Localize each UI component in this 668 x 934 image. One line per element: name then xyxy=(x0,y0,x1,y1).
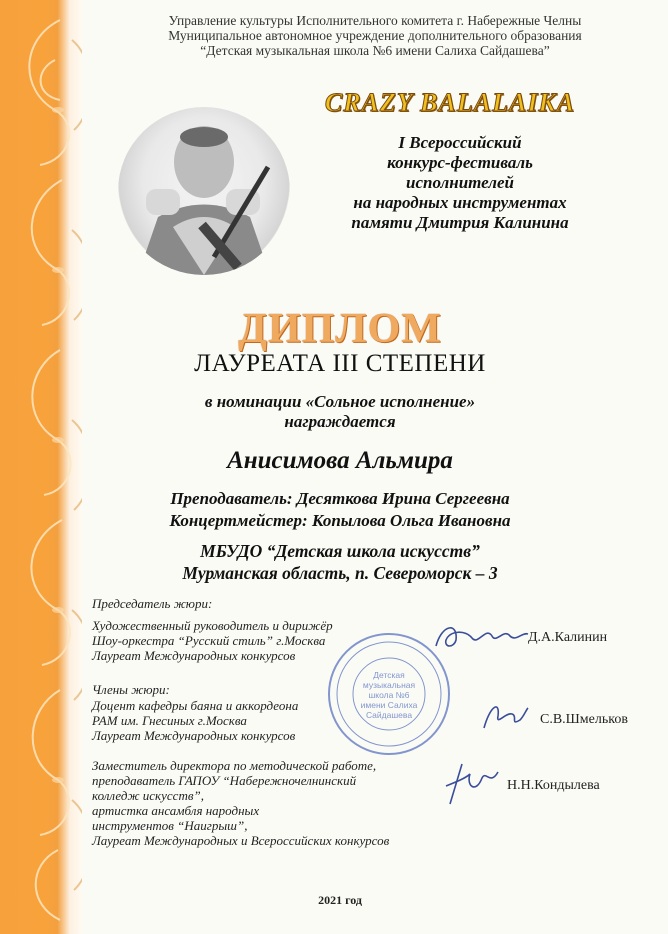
jury-member1-credentials xyxy=(92,698,298,743)
contest-line-5: памяти Дмитрия Калинина xyxy=(351,213,569,232)
jury-member2-credentials xyxy=(92,758,389,848)
awarded-line: награждается xyxy=(284,412,396,431)
signature-kondyleva xyxy=(440,760,500,806)
nomination-line: в номинации «Сольное исполнение» xyxy=(204,392,476,411)
member1-line-1: Доцент кафедры баяна и аккордеона xyxy=(92,698,299,713)
teacher-line: Преподаватель: Десяткова Ирина Сергеевна xyxy=(170,489,510,508)
member2-line-3: колледж искусств”, xyxy=(92,788,204,803)
chair-line-1: Художественный руководитель и дирижёр xyxy=(92,618,333,633)
contest-line-4: на народных инструментах xyxy=(353,193,567,212)
contest-line-3: исполнителей xyxy=(406,173,514,192)
contest-line-2: конкурс-фестиваль xyxy=(387,153,533,172)
portrait-illustration xyxy=(118,107,290,275)
header-line-1: Управление культуры Исполнительного комитета г. Набережные Челны xyxy=(168,13,582,28)
contest-title xyxy=(285,133,635,233)
member2-line-2: преподаватель ГАПОУ “Набережночелнинский xyxy=(92,773,357,788)
stamp-line-2: музыкальная xyxy=(362,680,416,690)
school-line-1: МБУДО “Детская школа искусств” xyxy=(200,541,480,561)
stamp-line-1: Детская xyxy=(373,670,405,680)
member1-line-2: РАМ им. Гнесиных г.Москва xyxy=(92,713,247,728)
member2-line-4: артистка ансамбля народных xyxy=(92,803,260,818)
festival-logo-text: CRAZY BALALAIKA xyxy=(324,88,576,117)
teachers-block xyxy=(60,488,620,532)
stamp-line-3: школа №6 xyxy=(368,690,410,700)
laureate-degree: ЛАУРЕАТА III СТЕПЕНИ xyxy=(194,350,486,377)
awardee-name: Анисимова Альмира xyxy=(227,447,453,474)
header-line-2: Муниципальное автономное учреждение дополнительного образования xyxy=(168,28,582,43)
member2-line-5: инструментов “Наигрыш”, xyxy=(92,818,248,833)
year: 2021 год xyxy=(318,893,362,907)
signer-kalinin: Д.А.Калинин xyxy=(528,630,608,645)
header-line-3: “Детская музыкальная школа №6 имени Салиха Сайдашева” xyxy=(200,43,550,58)
portrait-photo xyxy=(118,107,290,275)
chair-line-3: Лауреат Международных конкурсов xyxy=(92,648,296,663)
signature-shmelkov xyxy=(480,698,530,732)
member2-line-1: Заместитель директора по методической работе, xyxy=(92,758,377,773)
jury-members-title: Члены жюри: xyxy=(92,682,170,697)
signer-shmelkov: С.В.Шмельков xyxy=(540,712,628,727)
stamp-line-4: имени Салиха xyxy=(360,700,418,710)
stamp-line-5: Сайдашева xyxy=(365,710,413,720)
diploma-title: ДИПЛОМ xyxy=(238,306,442,352)
school-block xyxy=(60,540,620,584)
jury-chair-credentials xyxy=(92,618,333,663)
jury-chair-title: Председатель жюри: xyxy=(92,596,213,611)
nomination xyxy=(60,392,620,432)
school-line-2: Мурманская область, п. Североморск – 3 xyxy=(182,563,498,583)
chair-line-2: Шоу-оркестра “Русский стиль” г.Москва xyxy=(92,633,326,648)
signer-kondyleva: Н.Н.Кондылева xyxy=(507,778,600,793)
contest-line-1: I Всероссийский xyxy=(398,133,522,152)
signature-kalinin xyxy=(432,618,532,654)
institution-header xyxy=(95,13,655,58)
accompanist-line: Концертмейстер: Копылова Ольга Ивановна xyxy=(169,511,511,530)
member1-line-3: Лауреат Международных конкурсов xyxy=(92,728,296,743)
member2-line-6: Лауреат Международных и Всероссийских конкурсов xyxy=(92,833,390,848)
